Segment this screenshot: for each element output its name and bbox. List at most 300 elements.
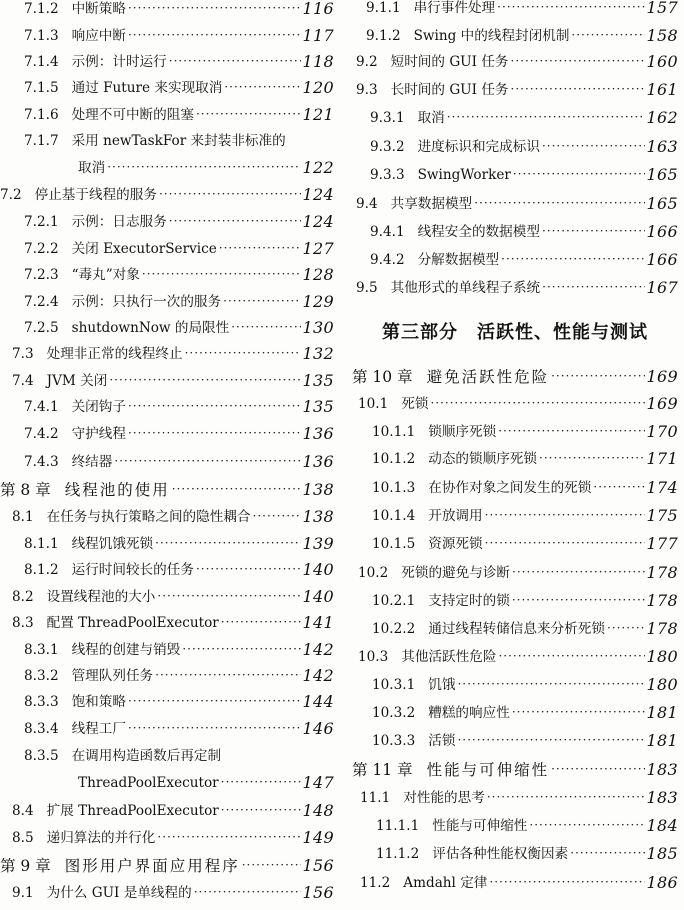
- dot-leader: [182, 642, 300, 658]
- toc-entry: [0, 80, 334, 96]
- toc-entry-page: 140: [302, 587, 334, 606]
- dot-leader: [242, 858, 301, 874]
- toc-entry: [0, 1, 334, 17]
- toc-entry-page: 129: [302, 292, 334, 311]
- toc-entry-number: 9.1.2: [366, 28, 401, 44]
- toc-entry-number: 7.1.7: [24, 133, 59, 149]
- toc-entry-number: 7.1.5: [24, 80, 59, 96]
- toc-entry-title: 线程的创建与销毁: [71, 642, 181, 658]
- toc-entry-title: 递归算法的并行化: [46, 830, 156, 846]
- toc-entry-number: 7.1.6: [24, 107, 59, 123]
- toc-entry: [0, 267, 334, 283]
- toc-entry-number: 第 8 章: [0, 481, 51, 499]
- toc-entry: [352, 875, 678, 891]
- dot-leader: [539, 451, 645, 467]
- toc-entry-title: 守护线程: [71, 426, 126, 442]
- dot-leader: [157, 830, 300, 846]
- toc-entry-title: 停止基于线程的服务: [34, 187, 157, 203]
- dot-leader: [489, 875, 644, 891]
- toc-entry-page: 132: [302, 344, 334, 363]
- dot-leader: [169, 54, 301, 70]
- toc-entry: [0, 748, 334, 764]
- toc-entry-number: 8.3.1: [24, 642, 59, 658]
- toc-entry: [0, 721, 334, 737]
- toc-entry-number: 7.1.4: [24, 54, 59, 70]
- toc-entry-number: 7.2.2: [24, 241, 59, 257]
- toc-entry-title: 饥饿: [428, 677, 456, 693]
- dot-leader: [457, 677, 644, 693]
- toc-entry: [0, 346, 334, 362]
- dot-leader: [196, 562, 301, 578]
- toc-entry-number: 9.1.1: [366, 0, 401, 16]
- toc-entry-page: 140: [302, 560, 334, 579]
- toc-entry-title: 示例：计时运行: [71, 54, 167, 70]
- toc-entry-page: 169: [646, 367, 678, 386]
- toc-entry-number: 8.1: [12, 509, 34, 525]
- toc-entry: [0, 509, 334, 525]
- toc-entry-title: 评估各种性能权衡因素: [432, 846, 569, 862]
- toc-entry: [0, 426, 334, 442]
- toc-entry-number: 10.2: [358, 565, 389, 581]
- dot-leader: [128, 694, 301, 710]
- toc-entry-title: 运行时间较长的任务: [71, 562, 194, 578]
- toc-entry: [352, 621, 678, 637]
- toc-entry-number: 10.1.1: [372, 424, 416, 440]
- toc-entry-title: 糟糕的响应性: [428, 705, 510, 721]
- toc-entry-number: 7.1.3: [24, 28, 59, 44]
- toc-entry-title: 在协作对象之间发生的死锁: [428, 480, 592, 496]
- toc-entry-number: 第 11 章: [352, 761, 413, 779]
- toc-entry-page: 135: [302, 397, 334, 416]
- toc-entry: [0, 536, 334, 552]
- dot-leader: [529, 818, 644, 834]
- toc-entry-title: 性能与可伸缩性: [432, 818, 528, 834]
- toc-entry-number: 10.3.1: [372, 677, 416, 693]
- dot-leader: [498, 424, 644, 440]
- toc-entry-page: 170: [646, 422, 678, 441]
- toc-entry-number: 10.1.2: [372, 451, 416, 467]
- toc-entry-title: 饱和策略: [71, 694, 126, 710]
- toc-entry-number: 8.4: [12, 803, 34, 819]
- toc-entry-page: 177: [646, 534, 678, 553]
- toc-entry-title: 线程工厂: [71, 721, 126, 737]
- dot-leader: [542, 280, 644, 296]
- toc-entry-number: 8.3: [12, 615, 34, 631]
- toc-entry-page: 157: [646, 0, 678, 17]
- toc-entry-number: 10.1.5: [372, 536, 416, 552]
- toc-entry-number: 7.2.5: [24, 320, 59, 336]
- toc-entry-page: 116: [302, 0, 334, 18]
- dot-leader: [221, 615, 301, 631]
- toc-entry-page: 130: [302, 318, 334, 337]
- toc-entry-title: 分解数据模型: [417, 252, 500, 268]
- toc-entry-page: 180: [646, 675, 678, 694]
- toc-entry-number: 10.2.1: [372, 593, 416, 609]
- toc-entry: [0, 803, 334, 819]
- toc-entry: [352, 280, 678, 296]
- toc-entry-page: 124: [302, 212, 334, 231]
- toc-entry-page: 174: [646, 478, 678, 497]
- toc-entry-number: 10.1.4: [372, 508, 416, 524]
- dot-leader: [571, 28, 644, 44]
- toc-entry-title: 线程安全的数据模型: [417, 224, 540, 240]
- toc-entry-number: 9.3: [356, 82, 378, 98]
- toc-entry-page: 184: [646, 816, 678, 835]
- dot-leader: [512, 705, 645, 721]
- toc-entry-page: 175: [646, 506, 678, 525]
- toc-entry: [352, 565, 678, 581]
- toc-entry-title: 资源死锁: [428, 536, 483, 552]
- toc-entry: [0, 187, 334, 203]
- toc-entry-title: 避免活跃性危险: [426, 368, 550, 386]
- toc-entry: [0, 28, 334, 44]
- toc-entry-page: 120: [302, 78, 334, 97]
- toc-entry-number: 第 9 章: [0, 857, 51, 875]
- toc-entry-page: 161: [646, 80, 678, 99]
- toc-entry-number: 9.2: [356, 54, 378, 70]
- dot-leader: [497, 0, 644, 16]
- toc-entry: [352, 82, 678, 98]
- dot-leader: [128, 28, 301, 44]
- dot-leader: [485, 536, 645, 552]
- toc-entry-title: 性能与可伸缩性: [426, 761, 550, 779]
- toc-entry: [0, 562, 334, 578]
- toc-entry-title: Swing 中的线程封闭机制: [413, 28, 570, 44]
- toc-entry-number: 7.2: [0, 187, 22, 203]
- toc-entry-page: 144: [302, 692, 334, 711]
- toc-entry: [0, 107, 334, 123]
- toc-entry-title: 中断策略: [71, 1, 126, 17]
- toc-entry: [352, 54, 678, 70]
- toc-entry-title: 通过 Future 来实现取消: [71, 80, 223, 96]
- dot-leader: [128, 426, 301, 442]
- toc-chapter-entry: [352, 369, 678, 385]
- toc-entry-title: 支持定时的锁: [428, 593, 510, 609]
- toc-entry: [352, 649, 678, 665]
- toc-entry-title: 线程饥饿死锁: [71, 536, 154, 552]
- toc-entry-number: 9.1: [12, 885, 34, 901]
- toc-entry: [352, 846, 678, 862]
- toc-entry-page: 169: [646, 394, 678, 413]
- toc-entry-title: 示例：只执行一次的服务: [71, 294, 222, 310]
- dot-leader: [607, 621, 645, 637]
- toc-entry-number: 7.4.1: [24, 399, 59, 415]
- toc-entry: [0, 589, 334, 605]
- toc-chapter-entry: [0, 482, 334, 498]
- toc-entry-title: 进度标识和完成标识: [417, 139, 540, 155]
- toc-entry: [352, 508, 678, 524]
- dot-leader: [109, 373, 300, 389]
- toc-entry: [352, 705, 678, 721]
- toc-entry-number: 10.3.3: [372, 733, 416, 749]
- toc-entry-title: Amdahl 定律: [403, 875, 488, 891]
- toc-entry-title: 配置 ThreadPoolExecutor: [46, 615, 219, 631]
- dot-leader: [288, 133, 332, 149]
- toc-entry-number: 8.3.3: [24, 694, 59, 710]
- toc-entry-number: 7.4.3: [24, 454, 59, 470]
- toc-entry-page: 178: [646, 563, 678, 582]
- dot-leader: [155, 668, 300, 684]
- toc-entry: [352, 252, 678, 268]
- toc-entry-number: 7.4: [12, 373, 34, 389]
- toc-entry-page: 178: [646, 591, 678, 610]
- toc-entry: [352, 196, 678, 212]
- toc-entry-page: 138: [302, 480, 334, 499]
- dot-leader: [128, 721, 301, 737]
- toc-entry-title: SwingWorker: [417, 167, 511, 183]
- toc-entry: [0, 294, 334, 310]
- dot-leader: [231, 320, 300, 336]
- dot-leader: [128, 1, 301, 17]
- toc-entry-title: 处理非正常的线程终止: [46, 346, 183, 362]
- dot-leader: [169, 214, 301, 230]
- toc-entry-page: 180: [646, 647, 678, 666]
- toc-entry-title: 共享数据模型: [390, 196, 473, 212]
- toc-entry-number: 11.2: [360, 875, 391, 891]
- toc-entry-page: 139: [302, 534, 334, 553]
- toc-entry-title: 图形用户界面应用程序: [64, 857, 240, 875]
- toc-entry: [352, 593, 678, 609]
- toc-entry-title: 取消: [78, 160, 106, 176]
- dot-leader: [512, 565, 645, 581]
- toc-entry-page: 156: [302, 856, 334, 875]
- toc-entry-number: 9.4.1: [370, 224, 405, 240]
- toc-entry-title: 管理队列任务: [71, 668, 154, 684]
- dot-leader: [159, 187, 301, 203]
- toc-entry: [352, 451, 678, 467]
- toc-entry: [352, 396, 678, 412]
- toc-entry-number: 11.1.1: [376, 818, 420, 834]
- toc-entry: [352, 677, 678, 693]
- toc-entry-title: 其他活跃性危险: [401, 649, 497, 665]
- dot-leader: [185, 346, 301, 362]
- toc-entry: [352, 110, 678, 126]
- toc-entry-number: 9.3.3: [370, 167, 405, 183]
- toc-entry-page: 147: [302, 773, 334, 792]
- dot-leader: [542, 139, 645, 155]
- toc-chapter-entry: [352, 762, 678, 778]
- toc-entry-page: 178: [646, 619, 678, 638]
- dot-leader: [447, 110, 645, 126]
- toc-entry-page: 142: [302, 666, 334, 685]
- dot-leader: [128, 399, 301, 415]
- toc-entry-page: 142: [302, 640, 334, 659]
- dot-leader: [224, 80, 300, 96]
- toc-entry: [352, 28, 678, 44]
- toc-entry-title: 对性能的思考: [403, 790, 485, 806]
- toc-entry: [0, 885, 334, 901]
- dot-leader: [223, 294, 300, 310]
- toc-entry-page: 165: [646, 165, 678, 184]
- toc-entry-title: 示例：日志服务: [71, 214, 167, 230]
- toc-entry-title: 短时间的 GUI 任务: [390, 54, 509, 70]
- toc-entry: [352, 790, 678, 806]
- toc-entry-page: 136: [302, 452, 334, 471]
- toc-entry-number: 7.2.1: [24, 214, 59, 230]
- toc-chapter-entry: [0, 858, 334, 874]
- toc-entry-title: 取消: [417, 110, 445, 126]
- toc-entry: [352, 224, 678, 240]
- toc-entry-title: 终结器: [71, 454, 113, 470]
- dot-leader: [155, 536, 300, 552]
- toc-entry-page: 185: [646, 844, 678, 863]
- dot-leader: [157, 589, 300, 605]
- toc-entry: [352, 818, 678, 834]
- dot-leader: [172, 482, 301, 498]
- dot-leader: [474, 196, 644, 212]
- toc-entry: [352, 480, 678, 496]
- toc-entry-number: 8.3.2: [24, 668, 59, 684]
- toc-entry-page: 166: [646, 250, 678, 269]
- dot-leader: [142, 267, 301, 283]
- dot-leader: [253, 509, 301, 525]
- toc-entry-page: 163: [646, 137, 678, 156]
- toc-entry-number: 7.2.4: [24, 294, 59, 310]
- dot-leader: [551, 369, 644, 385]
- toc-entry-number: 8.1.1: [24, 536, 59, 552]
- toc-entry-number: 7.3: [12, 346, 34, 362]
- toc-entry-title: 在调用构造函数后再定制: [71, 748, 222, 764]
- dot-leader: [219, 241, 301, 257]
- toc-entry-number: 9.4: [356, 196, 378, 212]
- toc-entry: [0, 373, 334, 389]
- toc-entry-page: 183: [646, 788, 678, 807]
- toc-entry-number: 8.1.2: [24, 562, 59, 578]
- toc-entry: [0, 454, 334, 470]
- dot-leader: [196, 107, 301, 123]
- toc-entry: [0, 54, 334, 70]
- toc-entry-title: shutdownNow 的局限性: [71, 320, 230, 336]
- toc-entry: [352, 424, 678, 440]
- toc-entry-number: 10.3: [358, 649, 389, 665]
- toc-entry: [0, 241, 334, 257]
- dot-leader: [542, 224, 645, 240]
- dot-leader: [487, 790, 645, 806]
- toc-entry-title: “毒丸”对象: [71, 267, 140, 283]
- toc-entry-number: 10.1.3: [372, 480, 416, 496]
- toc-entry-page: 181: [646, 731, 678, 750]
- dot-leader: [570, 846, 644, 862]
- toc-entry: [0, 642, 334, 658]
- toc-entry: [0, 694, 334, 710]
- toc-entry-title: 动态的锁顺序死锁: [428, 451, 537, 467]
- toc-entry-title: 为什么 GUI 是单线程的: [46, 885, 192, 901]
- toc-entry-page: 127: [302, 239, 334, 258]
- toc-entry-title: 在任务与执行策略之间的隐性耦合: [46, 509, 251, 525]
- toc-entry: [0, 133, 334, 149]
- toc-entry-number: 7.2.3: [24, 267, 59, 283]
- toc-entry-title: 响应中断: [71, 28, 126, 44]
- toc-entry-number: 9.5: [356, 280, 378, 296]
- dot-leader: [511, 54, 645, 70]
- toc-entry-page: 138: [302, 507, 334, 526]
- toc-entry-page: 156: [302, 883, 334, 902]
- toc-entry: [0, 775, 334, 791]
- dot-leader: [194, 885, 301, 901]
- toc-entry-page: 118: [302, 52, 334, 71]
- toc-entry: [352, 0, 678, 16]
- toc-entry: [0, 668, 334, 684]
- toc-entry-page: 124: [302, 185, 334, 204]
- dot-leader: [551, 762, 644, 778]
- dot-leader: [221, 775, 301, 791]
- toc-entry: [0, 615, 334, 631]
- toc-entry-title: 其他形式的单线程子系统: [390, 280, 541, 296]
- toc-entry-page: 146: [302, 719, 334, 738]
- toc-entry-number: 10.1: [358, 396, 389, 412]
- toc-entry: [0, 320, 334, 336]
- toc-entry-title: 死锁: [401, 396, 429, 412]
- toc-entry-number: 7.4.2: [24, 426, 59, 442]
- dot-leader: [114, 454, 300, 470]
- toc-entry-title: 长时间的 GUI 任务: [390, 82, 509, 98]
- toc-entry-title: 通过线程转储信息来分析死锁: [428, 621, 605, 637]
- toc-entry-page: 128: [302, 265, 334, 284]
- toc-entry-title: JVM 关闭: [46, 373, 108, 389]
- dot-leader: [457, 733, 644, 749]
- dot-leader: [223, 748, 332, 764]
- toc-entry-page: 165: [646, 194, 678, 213]
- part-heading: 第三部分 活跃性、性能与测试: [382, 322, 648, 343]
- toc-entry-title: 处理不可中断的阻塞: [71, 107, 194, 123]
- dot-leader: [512, 593, 645, 609]
- toc-entry-page: 166: [646, 222, 678, 241]
- toc-entry-title: 串行事件处理: [413, 0, 496, 16]
- toc-entry-page: 141: [302, 613, 334, 632]
- dot-leader: [430, 396, 644, 412]
- dot-leader: [513, 167, 645, 183]
- toc-entry-title: 关闭钩子: [71, 399, 126, 415]
- toc-entry-page: 167: [646, 278, 678, 297]
- dot-leader: [501, 252, 644, 268]
- toc-entry-page: 171: [646, 449, 678, 468]
- toc-entry: [352, 139, 678, 155]
- toc-entry-number: 7.1.2: [24, 1, 59, 17]
- toc-entry-page: 122: [302, 158, 334, 177]
- toc-entry-page: 135: [302, 371, 334, 390]
- toc-entry: [0, 830, 334, 846]
- toc-entry-title: 活锁: [428, 733, 456, 749]
- toc-entry: [0, 399, 334, 415]
- toc-entry-number: 9.3.2: [370, 139, 405, 155]
- toc-entry-title: 设置线程池的大小: [46, 589, 156, 605]
- dot-leader: [221, 803, 301, 819]
- toc-entry-page: 121: [302, 105, 334, 124]
- toc-entry-page: 148: [302, 801, 334, 820]
- toc-entry-number: 11.1.2: [376, 846, 420, 862]
- toc-entry-number: 9.3.1: [370, 110, 405, 126]
- toc-entry-number: 11.1: [360, 790, 391, 806]
- toc-entry-title: ThreadPoolExecutor: [78, 775, 219, 791]
- toc-entry: [352, 536, 678, 552]
- dot-leader: [511, 82, 645, 98]
- toc-entry: [0, 160, 334, 176]
- toc-entry-page: 136: [302, 424, 334, 443]
- toc-entry-number: 8.2: [12, 589, 34, 605]
- toc-entry-page: 162: [646, 108, 678, 127]
- dot-leader: [485, 508, 645, 524]
- toc-entry-number: 9.4.2: [370, 252, 405, 268]
- toc-entry-title: 死锁的避免与诊断: [401, 565, 511, 581]
- toc-entry-page: 181: [646, 703, 678, 722]
- toc-entry-title: 扩展 ThreadPoolExecutor: [46, 803, 219, 819]
- toc-entry-number: 10.3.2: [372, 705, 416, 721]
- toc-entry-page: 117: [302, 26, 334, 45]
- toc-entry-page: 149: [302, 828, 334, 847]
- toc-entry-title: 锁顺序死锁: [428, 424, 497, 440]
- toc-entry-title: 开放调用: [428, 508, 483, 524]
- toc-entry: [352, 167, 678, 183]
